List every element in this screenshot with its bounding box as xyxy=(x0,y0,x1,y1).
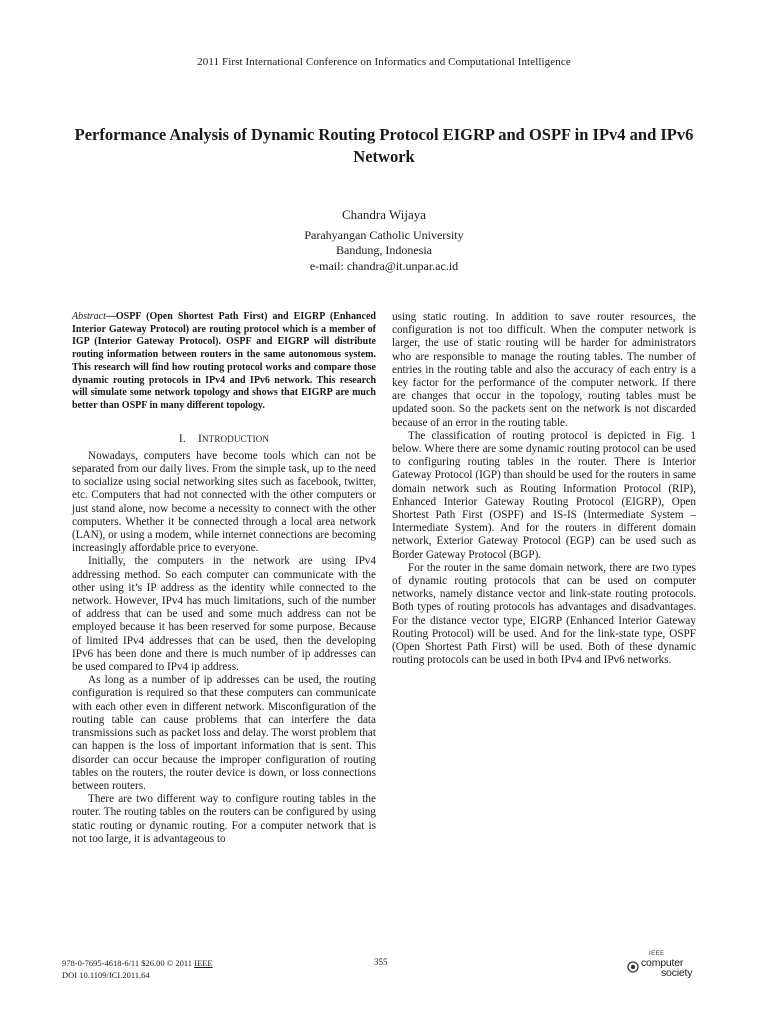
author-email: e-mail: chandra@it.unpar.ac.id xyxy=(309,258,459,273)
footer-ieee-link[interactable]: IEEE xyxy=(194,958,213,968)
author-location: Bandung, Indonesia xyxy=(336,243,432,257)
abstract xyxy=(72,311,376,413)
logo-society-text: society xyxy=(661,967,693,979)
author-affiliation: Parahyangan Catholic University xyxy=(304,227,464,242)
paper-title: Performance Analysis of Dynamic Routing Protocol EIGRP and OSPF in IPv4 and IPv6 Network xyxy=(74,125,694,166)
author-name: Chandra Wijaya xyxy=(341,207,427,222)
logo-computer-text: computer xyxy=(641,957,684,969)
paragraph: For the router in the same domain network, there are two types of dynamic routing protocols that can be used on computer networks, namely distance vector and link-state routing protocols. Both types of routing protocols has advantages and disadvantages. For the distance vector type, EIGRP (Enhanced Interior Gateway Routing Protocol) will be used. And for the link-state type, OSPF (Open Shortest Path First) will be used. Both of these dynamic routing protocols can be used in both IPv4 and IPv6 networks. xyxy=(392,561,696,667)
left-column xyxy=(72,311,376,846)
section-heading-introduction xyxy=(72,433,376,446)
abstract-label: Abstract xyxy=(72,311,106,322)
ieee-computer-society-logo xyxy=(627,951,707,981)
footer-copyright xyxy=(62,957,213,981)
abstract-text: OSPF (Open Shortest Path First) and EIGRP (Enhanced Interior Gateway Protocol) are routing protocol which is a member of IGP (Interior Gateway Protocol). OSPF and EIGRP will distribute routing information between routers in the same autonomous system. This research will find how routing protocol works and compare those dynamic routing protocols in IPv4 and IPv6 network. This research will simulate some network topology and shows that EIGRP are much better than OSPF in many different topology. xyxy=(72,311,376,411)
footer-isbn-line xyxy=(62,957,213,969)
section-title-rest: NTRODUCTION xyxy=(201,433,270,444)
footer-doi: DOI 10.1109/ICI.2011.64 xyxy=(62,970,150,980)
right-column xyxy=(392,311,696,667)
logo-ieee-text: IEEE xyxy=(649,951,665,957)
section-number: I. xyxy=(178,432,186,445)
conference-header: 2011 First International Conference on Informatics and Computational Intelligence xyxy=(197,56,571,68)
paragraph-continuation: using static routing. In addition to save router resources, the configuration is not too difficult. When the computer network is larger, the use of static routing will be harder for administrators who are responsible to manage the routing tables. The number of entries in the routing table and also the accuracy of each entry is a key factor for the performance of the computer network. If there are changes that occur in the topology, routing tables must be updated soon. So the packets sent on the network is not discarded because of an error in the routing table. xyxy=(392,311,696,429)
page-number: 355 xyxy=(374,957,388,967)
paragraph: Nowadays, computers have become tools which can not be separated from our daily lives. From the simple task, up to the need to socialize using social networking sites such as facebook, twitter, etc. Computers that had not connected with the other computers or just stand alone, now become a necessity to connect with the other computers. Whether it be connected through a local area network (LAN), or using a modem, while internet connections are becoming increasingly affordable price to everyone. xyxy=(72,449,376,555)
author-block xyxy=(0,207,768,274)
footer-isbn: 978-0-7695-4618-6/11 $26.00 © 2011 xyxy=(62,958,195,968)
computer-society-emblem-icon xyxy=(627,961,639,973)
paragraph: As long as a number of ip addresses can be used, the routing configuration is required so that these computers can communicate with each other even in different network. Misconfiguration of the routing table can cause problems that can interfere the data transmissions such as packet loss and delay. The worst problem that can happen is the loss of important information that is sent. This disorder can occur because the improper configuration of routing tables on the routers, the router device is down, or loss connections between routers. xyxy=(72,674,376,792)
paragraph: There are two different way to configure routing tables in the router. The routing tables on the routers can be configured by using static routing or dynamic routing. For a computer network that is not too large, it is advantageous to xyxy=(72,793,376,845)
paragraph: The classification of routing protocol is depicted in Fig. 1 below. Where there are some dynamic routing protocol can be used to configuring routing tables in the router. There is Interior Gateway Protocol (IGP) than should be used for the routers in same domain network such as Routing Information Protocol (RIP), Enhanced Interior Gateway Routing Protocol (EIGRP), Open Shortest Path First (OSPF) and IS-IS (Intermediate System – Intermediate System). And for the routers in different domain network, Exterior Gateway Protocol (EGP) can be used such as Border Gateway Protocol (BGP). xyxy=(392,429,696,561)
section-title-initial: I xyxy=(197,432,202,445)
paragraph: Initially, the computers in the network are using IPv4 addressing method. So each computer can communicate with the other using it’s IP address as the identity while connected to the network. However, IPv4 has much limitations, such of the number of address that can be used and some much address can not be employed because it has been reserved for some purpose. Because of limited IPv4 addresses that can be used, then the developing IPv6 has been done and there is much number of ip addresses can be used compared to IPv4 ip address. xyxy=(72,555,376,674)
abstract-dash: — xyxy=(105,311,116,322)
